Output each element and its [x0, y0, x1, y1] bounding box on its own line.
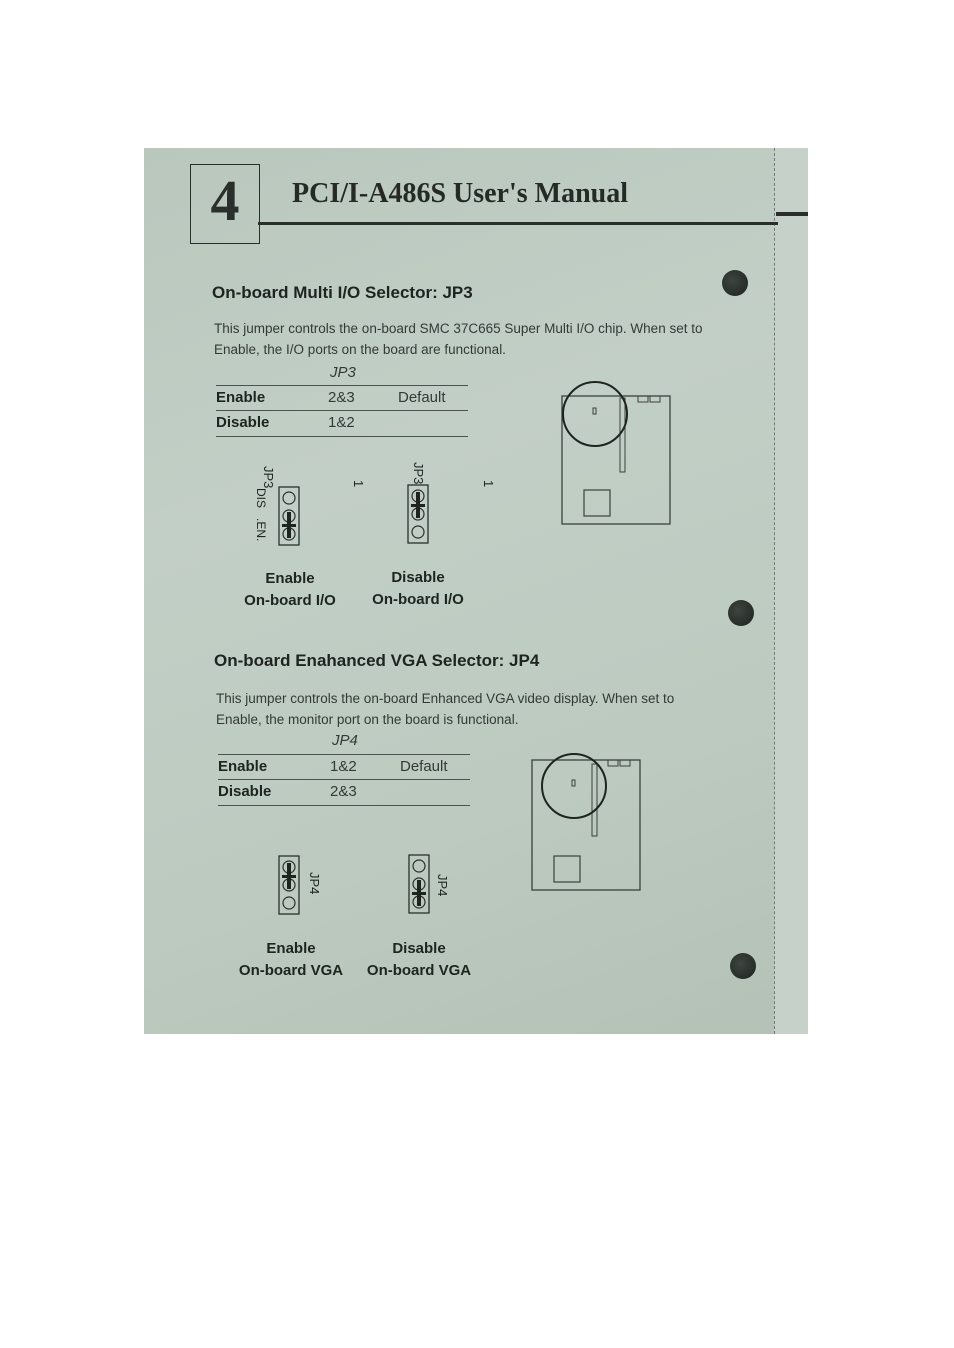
jp3-jumper-label: JP3 [261, 466, 276, 489]
next-page-edge [774, 148, 808, 1034]
binder-hole-top [722, 270, 748, 296]
caption-line: On-board VGA [366, 962, 472, 979]
jp3-row-pins: 1&2 [328, 414, 355, 431]
jp4-row-label: Enable [218, 758, 268, 775]
caption-line: On-board VGA [238, 962, 344, 979]
jp3-pin-one-mark: 1 [351, 480, 366, 488]
caption-line: On-board I/O [372, 591, 464, 608]
jp3-row-enable [216, 385, 468, 411]
jp4-jumper-label: JP4 [307, 872, 322, 895]
jp3-row-label: Enable [216, 389, 266, 406]
jp4-row-disable [218, 779, 470, 806]
jp3-board-location-diagram [558, 378, 678, 528]
jp3-row-note: Default [398, 389, 446, 406]
jp4-board-location-diagram [528, 746, 648, 896]
binder-hole-middle [728, 600, 754, 626]
jp4-row-pins: 2&3 [330, 783, 357, 800]
jp4-table [218, 732, 470, 806]
jp4-table-caption: JP4 [332, 732, 358, 749]
jp3-disable-jumper-icon [407, 484, 429, 544]
chapter-box [190, 164, 260, 244]
title-rule [258, 222, 778, 225]
photographed-manual-page [144, 148, 808, 1034]
jp3-heading: On-board Multi I/O Selector: JP3 [212, 283, 473, 302]
jp4-disable-jumper-icon [408, 854, 430, 914]
jp3-jumper-label: JP3 [411, 462, 426, 485]
jp3-row-pins: 2&3 [328, 389, 355, 406]
jp3-dis-label: DIS [254, 488, 268, 509]
jp4-jumper-label: JP4 [435, 874, 450, 897]
caption-line: Disable [392, 940, 446, 957]
jp4-caption-disable [360, 938, 478, 982]
caption-line: Enable [266, 940, 316, 957]
jp3-caption-disable [368, 567, 468, 611]
jp4-row-enable [218, 754, 470, 780]
jp3-caption-enable [240, 568, 340, 612]
jp4-caption-enable [232, 938, 350, 982]
jp3-pin-one-mark: 1 [481, 480, 496, 488]
jp4-heading: On-board Enahanced VGA Selector: JP4 [214, 651, 540, 670]
caption-line: Disable [391, 569, 445, 586]
chapter-number: 4 [210, 168, 240, 233]
jp3-row-label: Disable [216, 414, 270, 431]
jp3-row-disable [216, 410, 468, 437]
jp4-row-pins: 1&2 [330, 758, 357, 775]
title-rule-next-page [776, 212, 808, 216]
jp4-description: This jumper controls the on-board Enhanced VGA video display. When set to Enable, the monitor port on the board is functional. [216, 691, 675, 727]
jp4-row-label: Disable [218, 783, 272, 800]
jp4-row-note: Default [400, 758, 448, 775]
jp4-enable-jumper-icon [278, 855, 300, 915]
caption-line: On-board I/O [244, 592, 336, 609]
jp3-enable-jumper-icon [278, 486, 300, 546]
jp3-description: This jumper controls the on-board SMC 37C665 Super Multi I/O chip. When set to Enable, the I/O ports on the board are functional. [214, 321, 703, 357]
jp3-table-caption: JP3 [330, 364, 356, 381]
jp3-table [216, 362, 468, 436]
caption-line: Enable [265, 570, 315, 587]
manual-title: PCI/I-A486S User's Manual [292, 178, 629, 209]
binder-hole-bottom [730, 953, 756, 979]
jp3-en-label: .EN. [254, 518, 268, 542]
